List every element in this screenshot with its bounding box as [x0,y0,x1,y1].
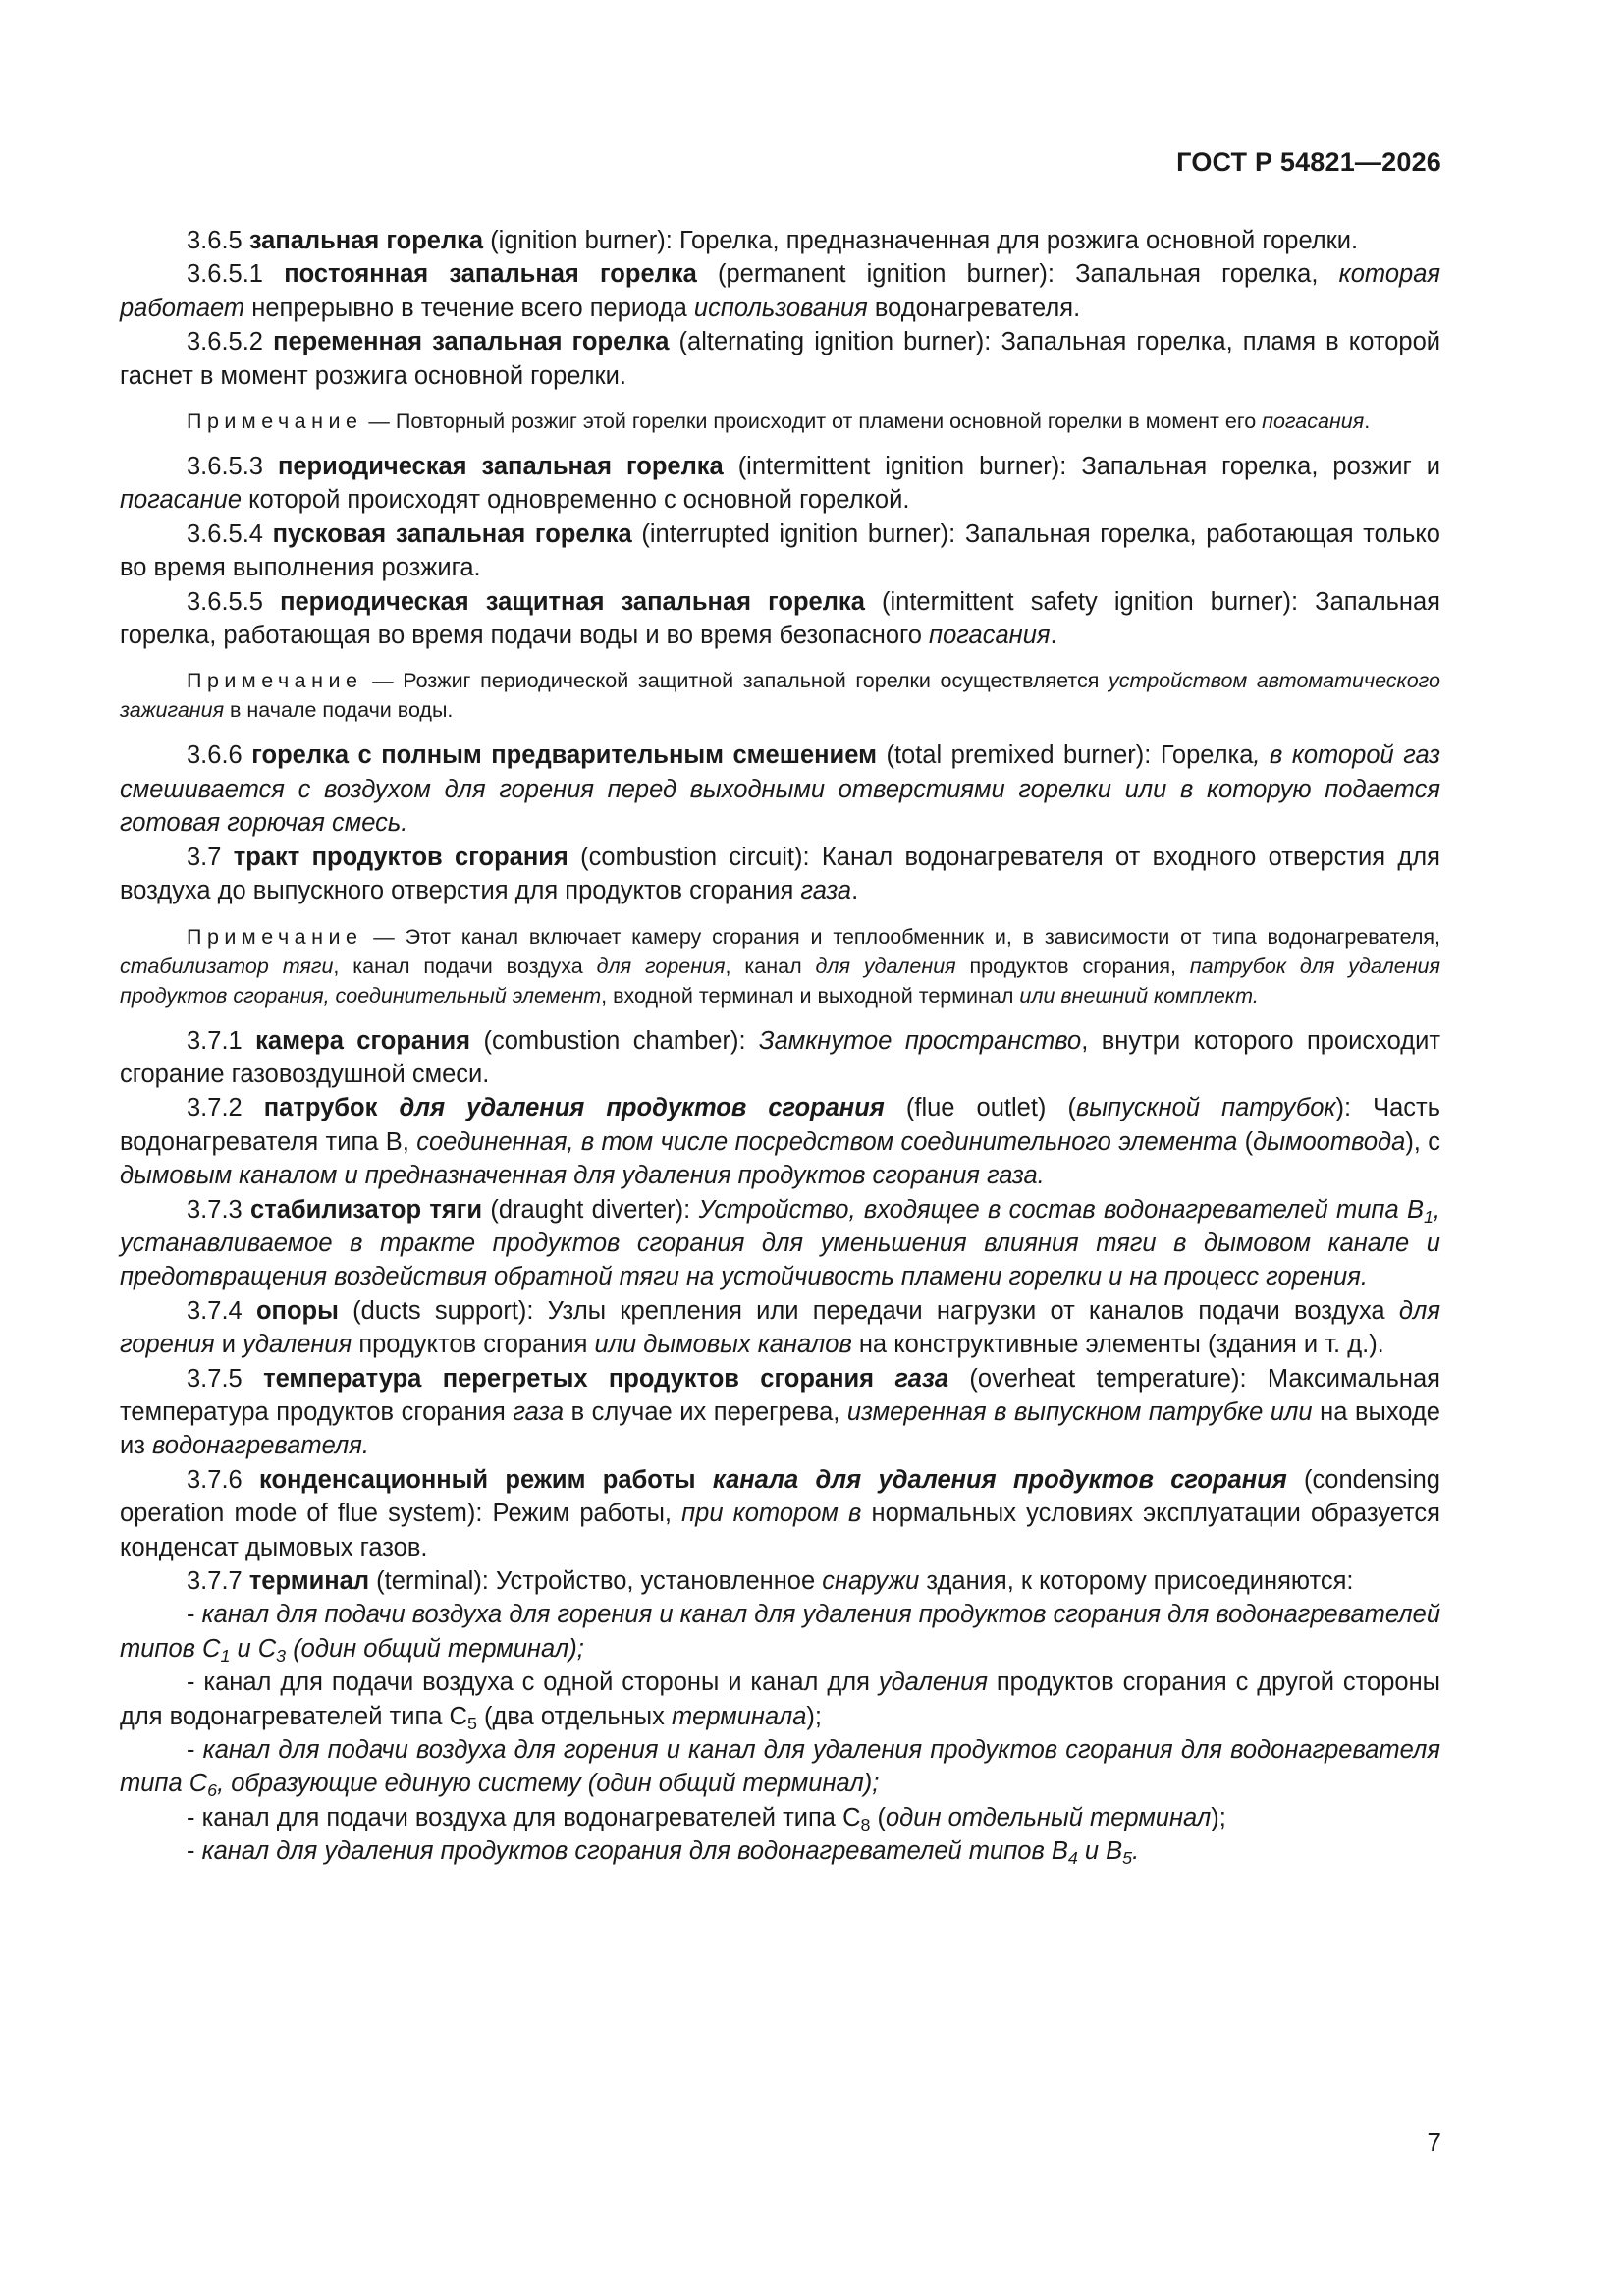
text-run: . [1364,410,1371,434]
text-run: запальная горелка [248,227,484,254]
text-run: (combustion circuit): Канал водонагревателя от входного отверстия для воздуха до выпускного отверстия для продуктов сгорания [120,843,1440,905]
text-run: 5 [466,1713,477,1733]
text-run: (intermittent safety ignition burner): Запальная горелка, работающая во время подачи воды и во время безопасного [120,587,1440,650]
text-run: канал для удаления продуктов сгорания для водонагревателей типов В [201,1837,1068,1866]
text-run: устройством автоматического зажигания [120,669,1440,723]
text-run: ); [806,1702,822,1730]
text-run: использования [693,294,868,322]
text-run: 3.6.5.4 [187,519,273,548]
text-run: ); [1211,1803,1226,1831]
text-run: на выходе из [120,1397,1440,1460]
note-paragraph [120,407,1440,436]
text-run: - канал для подачи воздуха для водонагревателей типа С [187,1803,861,1831]
text-run: 3.6.5.2 [187,328,274,356]
text-run: . [1132,1837,1140,1866]
term-paragraph [120,518,1440,585]
text-run: (total premixed burner): Горелка [876,741,1254,770]
text-run: , внутри которого происходит сгорание газовоздушной смеси. [120,1026,1441,1088]
text-run: (draught diverter): [482,1195,699,1224]
term-paragraph [120,1463,1440,1564]
text-run: водонагревателя. [152,1432,369,1460]
term-paragraph [120,1564,1440,1598]
text-run: переменная запальная горелка [273,328,670,356]
text-run: — Повторный розжиг этой горелки происходит от пламени основной горелки в момент его [362,410,1263,434]
text-run: 3.7.1 [187,1026,256,1055]
text-run: или внешний комплект. [1019,983,1259,1008]
text-run: на конструктивные элементы (здания и т. д.). [851,1331,1384,1359]
text-run: 3.6.5.3 [187,453,278,481]
text-run: 8 [860,1814,871,1834]
text-run: дымовым каналом и предназначенная для удаления продуктов сгорания газа. [120,1162,1045,1190]
text-run: тракт продуктов сгорания [233,843,568,871]
text-run: для удаления продуктов сгорания [399,1094,885,1122]
text-run: (alternating ignition burner): Запальная горелка, пламя в которой гаснет в момент розжига основной горелки. [120,328,1440,390]
note-paragraph [120,922,1440,1011]
text-run: 3.7.6 [187,1465,260,1494]
text-run: 1 [220,1645,231,1666]
text-run: газа [894,1364,949,1393]
text-run: газа [800,877,852,905]
text-run: пусковая запальная горелка [272,519,632,548]
text-run: ), с [1405,1127,1440,1156]
text-run: 3.6.5 [187,227,249,254]
text-run: , входной терминал и выходной терминал [601,983,1020,1008]
text-run: постоянная запальная горелка [284,260,697,289]
document-code-header: ГОСТ Р 54821—2026 [1176,147,1441,177]
text-run: здания, к которому присоединяются: [919,1567,1354,1595]
text-run: 3.7.5 [187,1364,264,1393]
page-number: 7 [1427,2127,1441,2157]
text-run: (один общий терминал); [286,1634,584,1663]
text-run: (ignition burner): Горелка, предназначенная для розжига основной горелки. [483,227,1359,254]
text-run: (intermittent ignition burner): Запальная горелка, розжиг и [723,453,1440,481]
text-run: (interrupted ignition burner): Запальная горелка, работающая только во время выполнения розжига. [120,519,1440,582]
text-run: продуктов сгорания, [955,954,1190,978]
text-run: горелка с полным предварительным смешением [251,741,877,770]
text-run: выпускной патрубок [1075,1094,1336,1122]
text-run: — Розжиг периодической защитной запальной горелки осуществляется [362,669,1109,693]
text-run: , в которой газ смешивается с воздухом для горения перед выходными отверстиями горелки или в которую подается готовая горючая смесь. [120,741,1441,838]
text-run: канал для подачи воздуха для горения и канал для удаления продуктов сгорания для водонагревателя типа С [120,1736,1440,1798]
text-run: для горения [596,954,726,978]
text-run: или дымовых каналов [594,1331,852,1359]
text-run: 3.7.4 [187,1296,256,1325]
text-run: — Этот канал включает камеру сгорания и теплообменник и, в зависимости от типа водонагревателя, [362,924,1440,949]
term-paragraph [120,1024,1440,1092]
term-paragraph [120,1834,1440,1868]
text-run: при котором в [681,1500,862,1528]
text-run: Устройство, входящее в состав водонагревателей типа В [698,1195,1424,1224]
text-run: терминала [671,1702,807,1730]
note-label: Примечание [187,410,363,434]
text-run: 3.6.5.5 [187,587,281,616]
text-run: которой происходят одновременно с основной горелкой. [242,486,910,515]
text-run: (flue outlet) ( [884,1094,1076,1122]
text-run: газа [513,1397,565,1426]
text-run: камера сгорания [255,1026,471,1055]
text-run: (ducts support): Узлы крепления или передачи нагрузки от каналов подачи воздуха [338,1296,1399,1325]
term-paragraph [120,585,1440,653]
text-run: стабилизатор тяги [250,1195,483,1224]
term-paragraph [120,1598,1440,1666]
text-run: дымоотвода [1253,1127,1406,1156]
text-run: , устанавливаемое в тракте продуктов сгорания для уменьшения влияния тяги в дымовом канале и предотвращения воздействия обратной тяги на устойчивость пламени горелки и на процесс горения. [120,1195,1440,1291]
text-run: погасания [929,622,1051,650]
text-run: . [851,877,859,905]
text-run: канал для подачи воздуха для горения и канал для удаления продуктов сгорания для водонагревателей типов С [120,1601,1440,1663]
text-run: , канал подачи воздуха [333,954,597,978]
text-run: ( [1237,1127,1254,1156]
text-run: 3.7.3 [187,1195,251,1224]
term-paragraph [120,224,1440,257]
text-run: периодическая запальная горелка [277,453,724,481]
text-run: 3.6.6 [187,741,252,770]
text-run: (два отдельных [476,1702,672,1730]
text-run: 3.7.7 [187,1567,249,1595]
text-run: - [187,1736,203,1765]
text-run: которая работает [120,260,1441,322]
text-run: патрубок [263,1094,400,1122]
text-run: 3 [276,1645,287,1666]
term-paragraph [120,1362,1440,1463]
note-label: Примечание [187,669,363,693]
term-paragraph [120,450,1440,518]
text-run: температура перегретых продуктов сгорания [263,1364,895,1393]
text-run: продуктов сгорания с другой стороны для водонагревателей типа С [120,1668,1440,1730]
text-run: 5 [1122,1848,1133,1869]
text-run: погасания [1262,410,1365,434]
text-run: (overheat temperature): Максимальная температура продуктов сгорания [120,1364,1440,1426]
term-paragraph [120,1733,1440,1801]
text-run: соединенная, в том числе посредством соединительного элемента [416,1127,1238,1156]
term-paragraph [120,325,1440,393]
text-run: Замкнутое пространство [758,1026,1082,1055]
text-run: непрерывно в течение всего периода [244,294,694,322]
term-paragraph [120,841,1440,908]
text-run: ): Часть водонагревателя типа В, [120,1094,1440,1156]
term-paragraph [120,257,1440,325]
text-run: стабилизатор тяги [120,954,334,978]
text-run: (combustion chamber): [470,1026,759,1055]
text-run: 3.7 [187,843,234,871]
text-run: (permanent ignition burner): Запальная горелка, [696,260,1339,289]
text-run: нормальных условиях эксплуатации образуется конденсат дымовых газов. [120,1500,1440,1561]
text-run: для удаления [815,954,956,978]
text-run: - [187,1837,202,1866]
text-run: терминал [248,1567,370,1595]
text-run: для горения [120,1296,1440,1359]
text-run: один отдельный терминал [886,1803,1212,1831]
term-paragraph [120,738,1440,840]
text-run: измеренная в выпускном патрубке или [846,1397,1313,1426]
text-run: и В [1077,1837,1123,1866]
text-run: 1 [1423,1206,1434,1227]
term-paragraph [120,1294,1440,1362]
term-paragraph [120,1193,1440,1294]
text-run: (terminal): Устройство, установленное [369,1567,823,1595]
text-run: конденсационный режим работы [259,1465,713,1494]
text-run: 3.7.2 [187,1094,264,1122]
text-run: патрубок для удаления продуктов сгорания, соединительный элемент [120,954,1440,1008]
text-run: (condensing operation mode of flue system): Режим работы, [120,1465,1440,1528]
text-run: ( [870,1803,886,1831]
text-run: удаления [878,1668,988,1697]
text-run: . [1050,622,1057,650]
text-run: водонагревателя. [867,294,1081,322]
text-run: - [187,1601,202,1629]
term-paragraph [120,1801,1440,1834]
text-run: , канал [725,954,816,978]
text-run: 6 [207,1780,218,1801]
text-run: продуктов сгорания [352,1331,595,1359]
text-run: и [214,1331,243,1359]
text-run: погасание [120,486,243,515]
text-run: - канал для подачи воздуха с одной стороны и канал для [187,1668,879,1697]
text-run: , образующие единую систему (один общий терминал); [217,1770,880,1798]
term-paragraph [120,1666,1440,1733]
text-run: канала для удаления продуктов сгорания [712,1465,1287,1494]
note-label: Примечание [187,924,363,949]
text-run: 4 [1067,1848,1078,1869]
term-paragraph [120,1091,1440,1192]
text-run: удаления [243,1331,352,1359]
text-run: опоры [255,1296,339,1325]
text-run: и С [230,1634,277,1663]
text-run: снаружи [822,1567,920,1595]
note-paragraph [120,666,1440,725]
text-run: в случае их перегрева, [564,1397,847,1426]
document-body [120,224,1440,1869]
text-run: в начале подачи воды. [224,698,454,723]
text-run: периодическая защитная запальная горелка [280,587,865,616]
text-run: 3.6.5.1 [187,260,285,289]
